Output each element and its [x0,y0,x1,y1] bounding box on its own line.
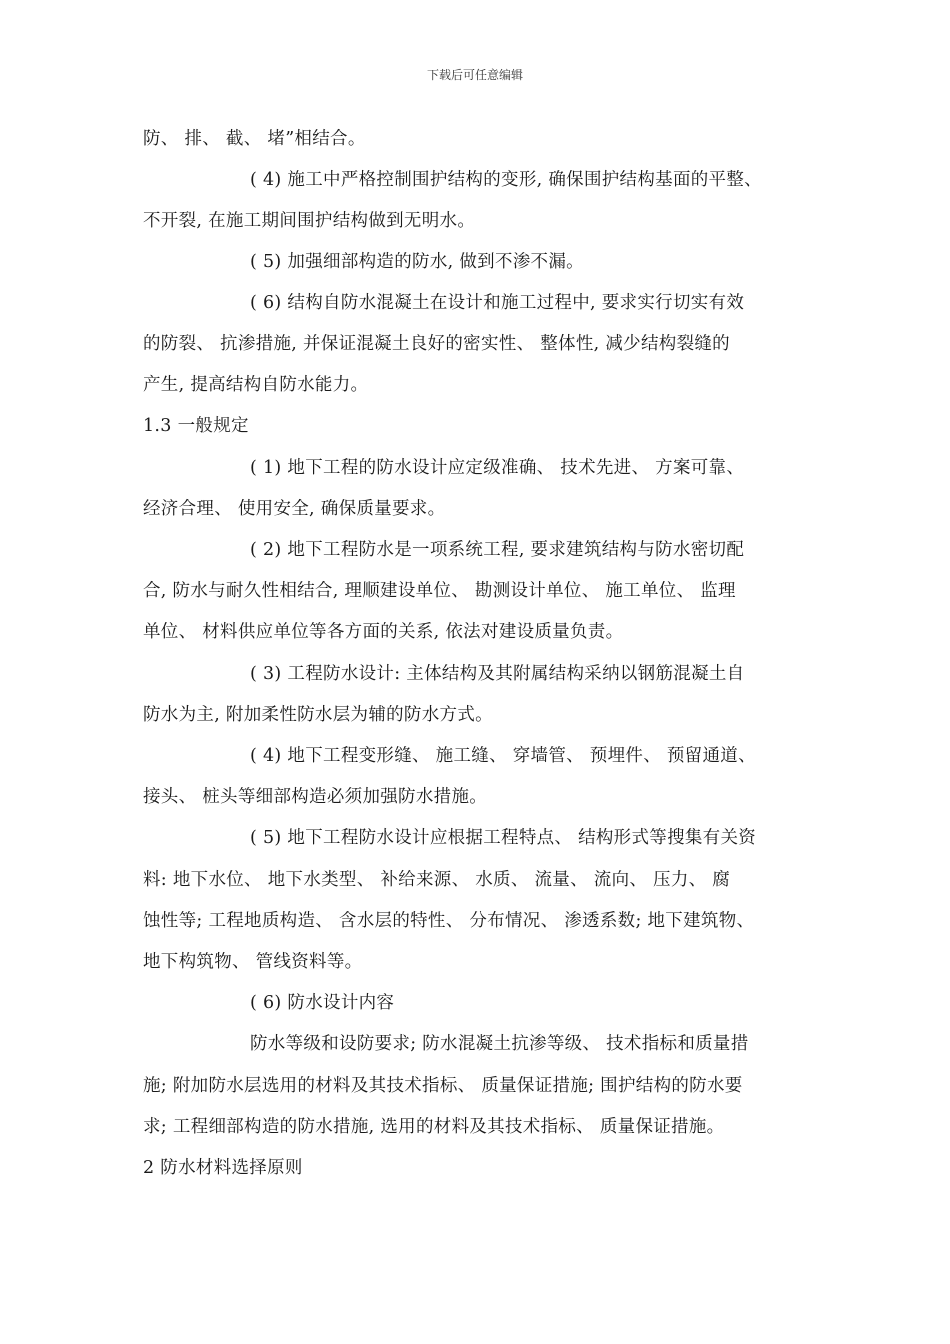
text-line: ( 2) 地下工程防水是一项系统工程, 要求建筑结构与防水密切配 [250,540,745,560]
text-line: ( 5) 加强细部构造的防水, 做到不渗不漏。 [250,252,584,272]
page-header: 下载后可任意编辑 [426,68,523,82]
text-line: 产生, 提高结构自防水能力。 [143,375,369,395]
text-line: 蚀性等; 工程地质构造、 含水层的特性、 分布情况、 渗透系数; 地下建筑物、 [143,911,755,931]
text-line: 单位、 材料供应单位等各方面的关系, 依法对建设质量负责。 [143,622,624,642]
text-line: 求; 工程细部构造的防水措施, 选用的材料及其技术指标、 质量保证措施。 [143,1117,725,1137]
text-line: ( 4) 施工中严格控制围护结构的变形, 确保围护结构基面的平整、 [250,170,762,190]
text-line: 施; 附加防水层选用的材料及其技术指标、 质量保证措施; 围护结构的防水要 [143,1076,743,1096]
text-line: ( 1) 地下工程的防水设计应定级准确、 技术先进、 方案可靠、 [250,458,745,478]
text-line: 合, 防水与耐久性相结合, 理顺建设单位、 勘测设计单位、 施工单位、 监理 [143,581,736,601]
text-line: 不开裂, 在施工期间围护结构做到无明水。 [143,211,476,231]
section-heading: 2 防水材料选择原则 [143,1158,303,1178]
text-line: ( 3) 工程防水设计: 主体结构及其附属结构采纳以钢筋混凝土自 [250,664,745,684]
text-line: 防水为主, 附加柔性防水层为辅的防水方式。 [143,705,493,725]
text-line: 经济合理、 使用安全, 确保质量要求。 [143,499,446,519]
text-line: 的防裂、 抗渗措施, 并保证混凝土良好的密实性、 整体性, 减少结构裂缝的 [143,334,730,354]
text-line: 防水等级和设防要求; 防水混凝土抗渗等级、 技术指标和质量措 [250,1034,749,1054]
text-line: ( 6) 防水设计内容 [250,993,395,1013]
section-heading: 1.3 一般规定 [143,416,249,436]
text-line: ( 6) 结构自防水混凝土在设计和施工过程中, 要求实行切实有效 [250,293,745,313]
text-line: ( 4) 地下工程变形缝、 施工缝、 穿墙管、 预埋件、 预留通道、 [250,746,756,766]
text-line: 料: 地下水位、 地下水类型、 补给来源、 水质、 流量、 流向、 压力、 腐 [143,870,731,890]
text-line: 接头、 桩头等细部构造必须加强防水措施。 [143,787,488,807]
text-line: ( 5) 地下工程防水设计应根据工程特点、 结构形式等搜集有关资 [250,828,757,848]
text-line: 地下构筑物、 管线资料等。 [143,952,363,972]
text-line: 防、 排、 截、 堵”相结合。 [143,129,366,149]
